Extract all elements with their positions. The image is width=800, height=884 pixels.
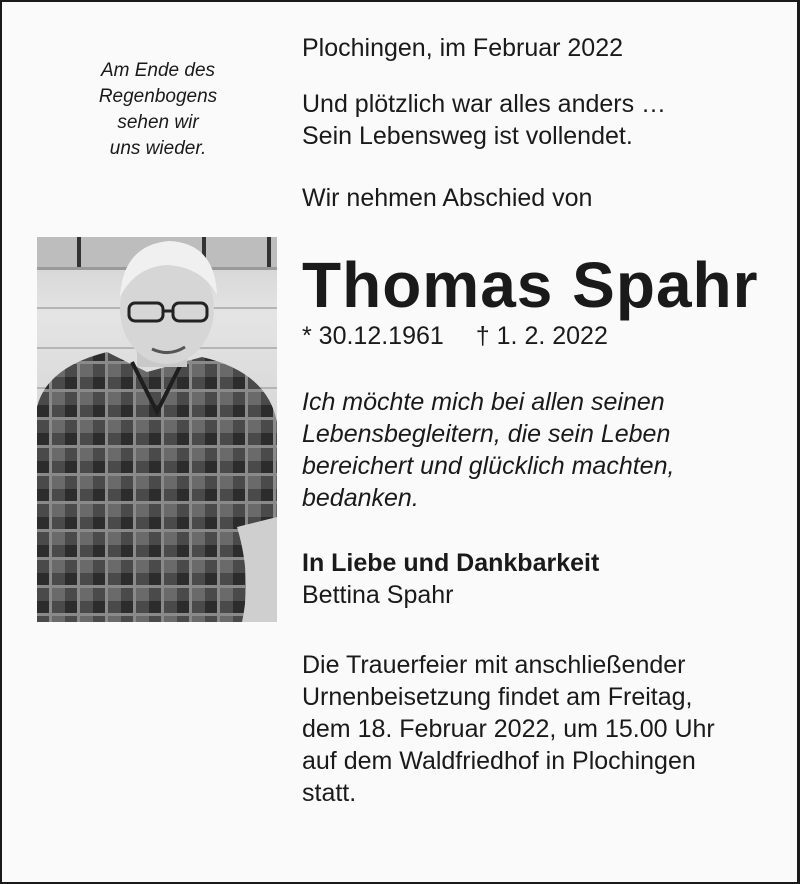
- quote-text: [302, 88, 772, 152]
- portrait-photo: [37, 237, 277, 622]
- signature-block: [302, 547, 772, 611]
- thanks-line: Ich möchte mich bei allen seinen: [302, 388, 665, 416]
- deceased-name: Thomas Spahr: [302, 249, 759, 321]
- death-date: † 1. 2. 2022: [475, 322, 608, 350]
- ceremony-text: [302, 649, 772, 809]
- farewell-intro: Wir nehmen Abschied von: [302, 184, 593, 212]
- motto-line: uns wieder.: [109, 138, 207, 159]
- signature-name: Bettina Spahr: [302, 581, 454, 609]
- motto-line: Regenbogens: [98, 86, 218, 107]
- place-date: Plochingen, im Februar 2022: [302, 34, 624, 62]
- ceremony-line: dem 18. Februar 2022, um 15.00 Uhr: [302, 715, 715, 743]
- motto-text: [38, 58, 278, 162]
- ceremony-line: statt.: [302, 779, 357, 807]
- thanks-line: bedanken.: [302, 484, 419, 512]
- ceremony-line: auf dem Waldfriedhof in Plochingen: [302, 747, 696, 775]
- thanks-line: bereichert und glücklich machten,: [302, 452, 675, 480]
- motto-line: Am Ende des: [100, 60, 216, 81]
- birth-date: * 30.12.1961: [302, 322, 444, 350]
- notice-body: [302, 32, 772, 809]
- quote-line: Sein Lebensweg ist vollendet.: [302, 122, 633, 150]
- motto-line: sehen wir: [117, 112, 199, 133]
- ceremony-line: Urnenbeisetzung findet am Freitag,: [302, 683, 693, 711]
- quote-line: Und plötzlich war alles anders …: [302, 90, 667, 118]
- thanks-text: [302, 386, 772, 514]
- ceremony-line: Die Trauerfeier mit anschließender: [302, 651, 686, 679]
- thanks-line: Lebensbegleitern, die sein Leben: [302, 420, 671, 448]
- life-dates: [302, 320, 772, 352]
- signature-heading: In Liebe und Dankbarkeit: [302, 549, 600, 577]
